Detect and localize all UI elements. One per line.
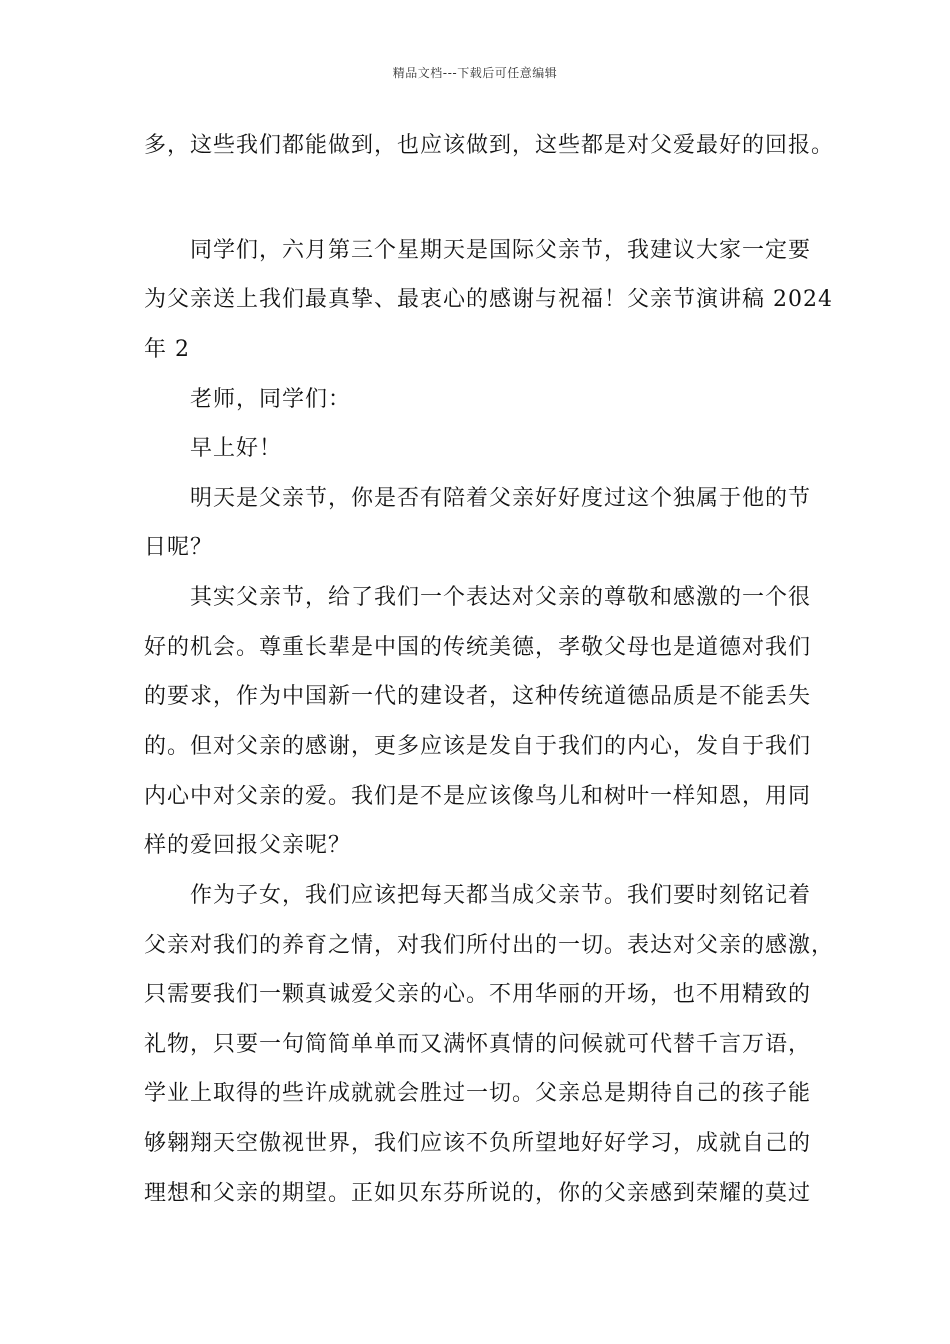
text-line: 日呢？	[144, 535, 214, 560]
greeting: 早上好！	[190, 436, 283, 461]
text-line: 父亲对我们的养育之情，对我们所付出的一切。表达对父亲的感激，	[144, 933, 835, 958]
text-line: 内心中对父亲的爱。我们是不是应该像鸟儿和树叶一样知恩，用同	[144, 784, 812, 809]
text-line: 够翱翔天空傲视世界，我们应该不负所望地好好学习，成就自己的	[144, 1131, 812, 1156]
text-line: 学业上取得的些许成就就会胜过一切。父亲总是期待自己的孩子能	[144, 1081, 812, 1106]
salutation: 老师，同学们：	[190, 387, 352, 412]
text-line: 的要求，作为中国新一代的建设者，这种传统道德品质是不能丢失	[144, 684, 812, 709]
text-line: 的。但对父亲的感谢，更多应该是发自于我们的内心，发自于我们	[144, 734, 812, 759]
page-header: 精品文档---下载后可任意编辑	[392, 66, 558, 80]
text-line: 样的爱回报父亲呢？	[144, 833, 352, 858]
text-line: 好的机会。尊重长辈是中国的传统美德，孝敬父母也是道德对我们	[144, 635, 812, 660]
text-line: 年 2	[144, 337, 190, 362]
paragraph-first-line: 明天是父亲节，你是否有陪着父亲好好度过这个独属于他的节	[190, 486, 812, 511]
text-line: 只需要我们一颗真诚爱父亲的心。不用华丽的开场，也不用精致的	[144, 982, 812, 1007]
text-line: 为父亲送上我们最真挚、最衷心的感谢与祝福！父亲节演讲稿 2024	[144, 287, 833, 312]
paragraph-first-line: 同学们，六月第三个星期天是国际父亲节，我建议大家一定要	[190, 238, 812, 263]
paragraph-first-line: 其实父亲节，给了我们一个表达对父亲的尊敬和感激的一个很	[190, 585, 812, 610]
text-line: 礼物，只要一句简简单单而又满怀真情的问候就可代替千言万语，	[144, 1032, 812, 1057]
text-line: 多，这些我们都能做到，也应该做到，这些都是对父爱最好的回报。	[144, 133, 835, 158]
paragraph-first-line: 作为子女，我们应该把每天都当成父亲节。我们要时刻铭记着	[190, 883, 812, 908]
text-line: 理想和父亲的期望。正如贝东芬所说的，你的父亲感到荣耀的莫过	[144, 1181, 812, 1206]
